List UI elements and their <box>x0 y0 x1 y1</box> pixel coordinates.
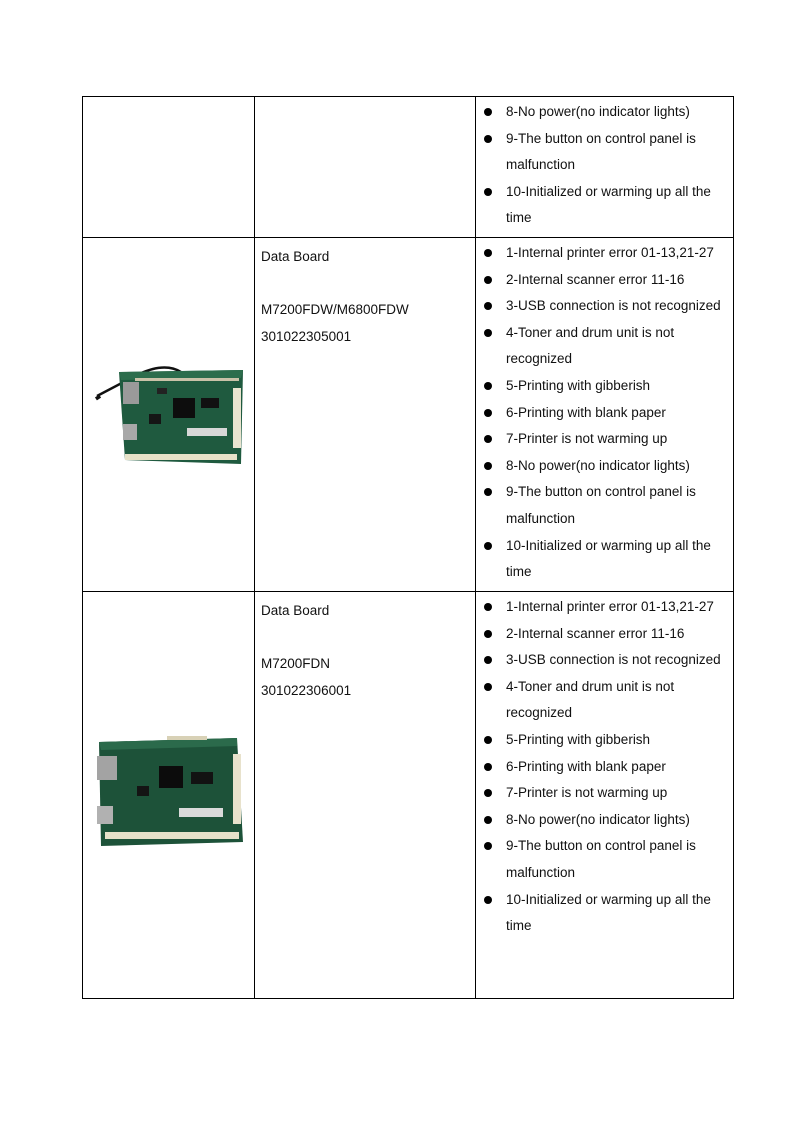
list-item: 7-Printer is not warming up <box>506 426 727 453</box>
data-board-photo-with-antenna <box>95 358 245 468</box>
part-number: 301022306001 <box>261 682 352 698</box>
part-number: 301022305001 <box>261 328 352 344</box>
fault-list <box>476 97 733 232</box>
faults-cell <box>476 97 734 238</box>
list-item: 3-USB connection is not recognized <box>506 293 727 320</box>
list-item: 1-Internal printer error 01-13,21-27 <box>506 594 727 621</box>
faults-cell <box>476 238 734 592</box>
list-item: 4-Toner and drum unit is not recognized <box>506 320 727 373</box>
list-item: 6-Printing with blank paper <box>506 400 727 427</box>
list-item: 4-Toner and drum unit is not recognized <box>506 674 727 727</box>
table-row <box>83 238 734 592</box>
data-board-photo <box>93 734 251 850</box>
list-item: 10-Initialized or warming up all the time <box>506 887 727 940</box>
part-name-cell <box>255 97 476 238</box>
fault-list <box>476 238 733 586</box>
part-name-cell <box>255 238 476 592</box>
list-item: 8-No power(no indicator lights) <box>506 807 727 834</box>
part-name: Data Board <box>261 603 330 618</box>
image-cell <box>83 238 255 592</box>
model-number: M7200FDW/M6800FDW <box>261 302 409 318</box>
list-item: 6-Printing with blank paper <box>506 754 727 781</box>
list-item: 2-Internal scanner error 11-16 <box>506 267 727 294</box>
table-row <box>83 592 734 999</box>
parts-table <box>82 96 734 999</box>
part-name: Data Board <box>261 249 330 264</box>
list-item: 9-The button on control panel is malfunction <box>506 126 727 179</box>
fault-list <box>476 592 733 940</box>
list-item: 1-Internal printer error 01-13,21-27 <box>506 240 727 267</box>
image-cell <box>83 97 255 238</box>
list-item: 9-The button on control panel is malfunction <box>506 479 727 532</box>
list-item: 8-No power(no indicator lights) <box>506 453 727 480</box>
list-item: 9-The button on control panel is malfunction <box>506 833 727 886</box>
faults-cell <box>476 592 734 999</box>
table-row <box>83 97 734 238</box>
list-item: 7-Printer is not warming up <box>506 780 727 807</box>
list-item: 5-Printing with gibberish <box>506 373 727 400</box>
list-item: 10-Initialized or warming up all the time <box>506 179 727 232</box>
list-item: 8-No power(no indicator lights) <box>506 99 727 126</box>
list-item: 5-Printing with gibberish <box>506 727 727 754</box>
spacer-line <box>261 625 475 652</box>
model-number: M7200FDN <box>261 656 331 672</box>
image-cell <box>83 592 255 999</box>
part-name-cell <box>255 592 476 999</box>
spacer-line <box>261 271 475 298</box>
list-item: 10-Initialized or warming up all the time <box>506 533 727 586</box>
list-item: 3-USB connection is not recognized <box>506 647 727 674</box>
list-item: 2-Internal scanner error 11-16 <box>506 621 727 648</box>
